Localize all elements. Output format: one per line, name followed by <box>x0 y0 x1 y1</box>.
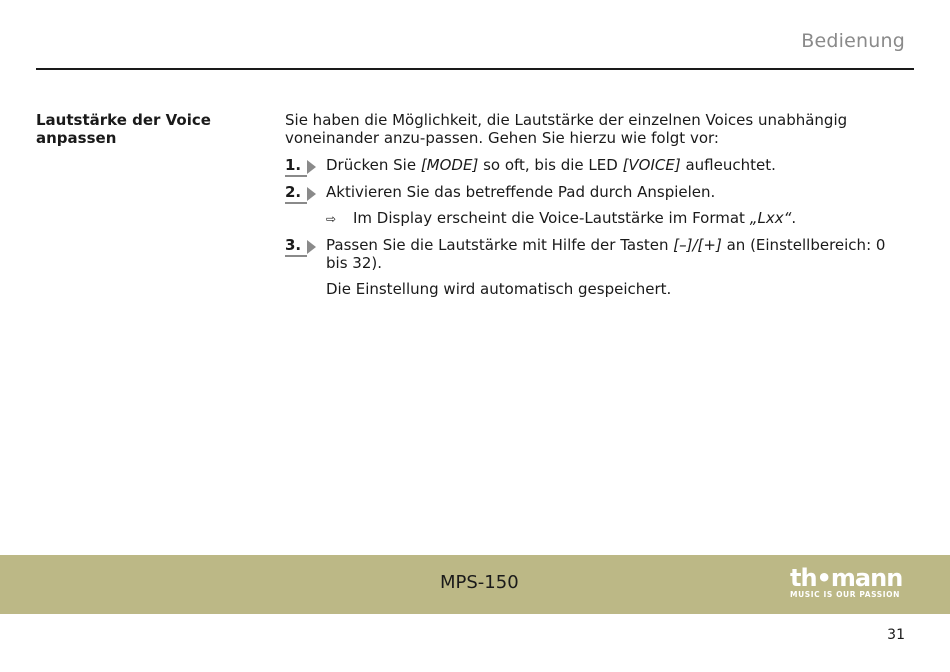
triangle-right-icon <box>307 187 316 201</box>
step-text: Aktivieren Sie das betreffende Pad durch Anspielen. <box>326 183 716 201</box>
step-text: Passen Sie die Lautstärke mit Hilfe der Tasten [–]/[+] an (Einstellbereich: 0 bis 32). <box>326 236 886 272</box>
minus-plus-keys-label: [–]/[+] <box>673 236 722 254</box>
triangle-right-icon <box>307 160 316 174</box>
step-number: 1. <box>285 156 319 177</box>
hollow-arrow-right-icon: ⇨ <box>326 212 337 226</box>
step-3 <box>285 236 910 272</box>
logo-wordmark: th•mann <box>790 564 903 592</box>
thomann-logo <box>790 566 908 606</box>
triangle-right-icon <box>307 240 316 254</box>
mode-key-label: [MODE] <box>420 156 479 174</box>
page-section-title: Bedienung <box>801 30 905 52</box>
step-1 <box>285 156 910 174</box>
header-divider <box>36 68 914 70</box>
voice-led-label: [VOICE] <box>622 156 681 174</box>
step-number: 3. <box>285 236 319 257</box>
intro-paragraph: Sie haben die Möglichkeit, die Lautstärke der einzelnen Voices unabhängig voneinander anzu-passen. Gehen Sie hierzu wie folgt vor: <box>285 111 848 147</box>
instructions-block <box>285 111 910 298</box>
step-2 <box>285 183 910 201</box>
step-number: 2. <box>285 183 319 204</box>
section-heading: Lautstärke der Voice anpassen <box>36 111 211 147</box>
page-number: 31 <box>887 627 905 643</box>
step-3-followup: Die Einstellung wird automatisch gespeichert. <box>326 280 672 298</box>
logo-tagline: MUSIC IS OUR PASSION <box>790 590 901 599</box>
model-name: MPS-150 <box>440 572 519 593</box>
step-2-result <box>285 209 910 227</box>
display-format-label: „Lxx“ <box>749 209 792 227</box>
result-text: Im Display erscheint die Voice-Lautstärke im Format „Lxx“. <box>353 209 797 227</box>
step-text: Drücken Sie [MODE] so oft, bis die LED [VOICE] aufleuchtet. <box>326 156 776 174</box>
